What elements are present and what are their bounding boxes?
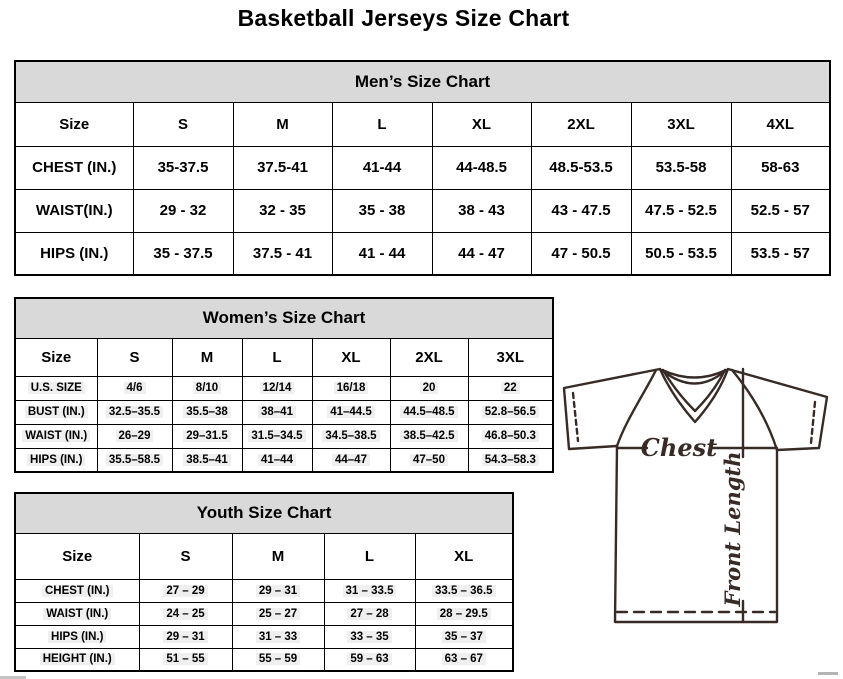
size-value-cell [232,602,324,625]
row-label [15,625,139,648]
size-value-cell-text: 46.8–50.3 [482,430,539,442]
size-value-cell: 58-63 [731,146,830,189]
row-label [15,424,97,448]
column-header: S [139,533,232,579]
size-value-cell [172,424,242,448]
size-value-cell-text: 4/6 [124,382,146,394]
table-title-row [15,493,513,533]
size-value-cell-text: 29 – 31 [256,585,300,597]
size-value-cell: 47.5 - 52.5 [631,189,731,232]
column-header: 3XL [631,102,731,146]
size-value-cell [390,376,468,400]
size-value-cell-text: 41–44.5 [327,406,375,418]
size-value-cell [312,400,390,424]
size-value-cell-text: 59 – 63 [347,653,391,665]
size-value-cell [242,448,312,472]
table-row [15,376,553,400]
size-value-cell [172,376,242,400]
size-value-cell: 48.5-53.5 [531,146,631,189]
table-row [15,625,513,648]
table-header-row [15,533,513,579]
size-value-cell [312,424,390,448]
row-label-text: HEIGHT (IN.) [40,653,115,665]
size-value-cell-text: 35.5–58.5 [106,454,163,466]
size-value-cell: 44-48.5 [432,146,531,189]
size-value-cell [390,424,468,448]
size-value-cell-text: 38.5–42.5 [400,430,457,442]
size-value-cell [415,648,513,671]
size-value-cell: 32 - 35 [233,189,332,232]
column-header: 2XL [531,102,631,146]
table-row [15,579,513,602]
right-cuff-dashed-line [811,402,815,443]
size-value-cell: 38 - 43 [432,189,531,232]
column-header: L [332,102,432,146]
size-value-cell [468,376,553,400]
table-header-row [15,338,553,376]
row-label-text: U.S. SIZE [28,382,85,394]
size-value-cell-text: 44–47 [332,454,370,466]
table-title: Youth Size Chart [15,493,513,533]
size-value-cell [97,424,172,448]
size-value-cell-text: 44.5–48.5 [400,406,457,418]
size-value-cell [324,602,415,625]
size-value-cell-text: 27 – 28 [347,608,391,620]
size-value-cell: 35-37.5 [133,146,233,189]
size-value-cell: 53.5-58 [631,146,731,189]
size-value-cell: 53.5 - 57 [731,232,830,275]
jersey-outline [564,369,827,622]
size-value-cell [312,376,390,400]
table-row [15,424,553,448]
table-header-row [15,102,830,146]
column-header: S [133,102,233,146]
size-value-cell: 37.5-41 [233,146,332,189]
size-value-cell: 44 - 47 [432,232,531,275]
column-header: 2XL [390,338,468,376]
mens-size-chart-table [14,60,831,276]
left-cuff-dashed-line [573,393,578,441]
size-value-cell [172,400,242,424]
womens-size-chart-table [14,297,554,473]
column-header: S [97,338,172,376]
size-value-cell-text: 24 – 25 [163,608,207,620]
row-label [15,602,139,625]
size-value-cell: 41-44 [332,146,432,189]
size-value-cell-text: 25 – 27 [256,608,300,620]
column-header: L [242,338,312,376]
row-label-text: WAIST (IN.) [43,608,111,620]
size-value-cell-text: 63 – 67 [442,653,486,665]
row-label-text: HIPS (IN.) [27,454,85,466]
column-header: M [233,102,332,146]
table-row [15,232,830,275]
size-value-cell [242,376,312,400]
row-label-text: HIPS (IN.) [48,631,106,643]
size-value-cell-text: 55 – 59 [256,653,300,665]
size-value-cell-text: 34.5–38.5 [322,430,379,442]
size-value-cell [97,448,172,472]
table-title: Men’s Size Chart [15,61,830,102]
size-value-cell-text: 33.5 – 36.5 [432,585,496,597]
size-value-cell [324,648,415,671]
column-header: M [172,338,242,376]
row-label [15,579,139,602]
table-row [15,189,830,232]
column-header: L [324,533,415,579]
size-value-cell [390,400,468,424]
size-value-cell: 29 - 32 [133,189,233,232]
size-value-cell [139,602,232,625]
size-value-cell [97,376,172,400]
size-value-cell-text: 12/14 [260,382,295,394]
size-value-cell [415,602,513,625]
row-label: WAIST(IN.) [15,189,133,232]
size-value-cell [97,400,172,424]
size-value-cell-text: 22 [501,382,520,394]
size-value-cell-text: 33 – 35 [347,631,391,643]
size-value-cell-text: 41–44 [258,454,296,466]
size-value-cell-text: 35 – 37 [442,631,486,643]
size-value-cell: 43 - 47.5 [531,189,631,232]
size-value-cell-text: 28 – 29.5 [437,608,491,620]
table-row [15,146,830,189]
size-value-cell: 50.5 - 53.5 [631,232,731,275]
size-value-cell [324,579,415,602]
size-value-cell [242,400,312,424]
size-value-cell-text: 32.5–35.5 [106,406,163,418]
size-value-cell [415,579,513,602]
size-value-cell [232,648,324,671]
table-row [15,602,513,625]
row-label-text: WAIST (IN.) [22,430,90,442]
column-header: XL [312,338,390,376]
size-value-cell-text: 16/18 [334,382,369,394]
size-value-cell-text: 51 – 55 [163,653,207,665]
size-value-cell-text: 52.8–56.5 [482,406,539,418]
size-value-cell-text: 27 – 29 [163,585,207,597]
table-title-row [15,298,553,338]
size-value-cell [468,400,553,424]
size-value-cell [139,579,232,602]
column-header: 4XL [731,102,830,146]
column-header: M [232,533,324,579]
row-label [15,648,139,671]
size-value-cell [468,448,553,472]
column-header: 3XL [468,338,553,376]
row-label-text: CHEST (IN.) [42,585,113,597]
size-value-cell-text: 47–50 [410,454,448,466]
chest-measure-label: Chest [640,433,718,462]
table-row [15,448,553,472]
size-value-cell [390,448,468,472]
jersey-diagram-svg [556,360,841,632]
size-value-cell-text: 31.5–34.5 [248,430,305,442]
size-column-header: Size [15,338,97,376]
size-value-cell: 47 - 50.5 [531,232,631,275]
row-label: CHEST (IN.) [15,146,133,189]
size-value-cell [468,424,553,448]
size-value-cell: 41 - 44 [332,232,432,275]
page-edge-artifact-right [818,672,838,675]
table-row [15,400,553,424]
page-title: Basketball Jerseys Size Chart [237,5,570,31]
row-label: HIPS (IN.) [15,232,133,275]
size-value-cell-text: 38.5–41 [183,454,231,466]
size-value-cell-text: 31 – 33.5 [343,585,397,597]
size-value-cell: 37.5 - 41 [233,232,332,275]
size-value-cell [172,448,242,472]
size-value-cell-text: 35.5–38 [183,406,231,418]
size-value-cell [232,625,324,648]
size-value-cell [415,625,513,648]
row-label [15,376,97,400]
table-row [15,648,513,671]
size-value-cell [139,625,232,648]
size-value-cell-text: 31 – 33 [256,631,300,643]
table-title: Women’s Size Chart [15,298,553,338]
jersey-measurement-diagram [556,360,841,632]
table-title-row [15,61,830,102]
front-length-measure-label: Front Length [720,451,745,607]
size-value-cell [232,579,324,602]
size-value-cell [324,625,415,648]
size-value-cell-text: 29 – 31 [163,631,207,643]
size-column-header: Size [15,533,139,579]
row-label-text: BUST (IN.) [25,406,88,418]
size-column-header: Size [15,102,133,146]
size-value-cell-text: 29–31.5 [183,430,231,442]
column-header: XL [432,102,531,146]
row-label [15,448,97,472]
size-value-cell-text: 26–29 [116,430,154,442]
youth-size-chart-table [14,492,514,672]
size-value-cell: 35 - 38 [332,189,432,232]
column-header: XL [415,533,513,579]
size-value-cell-text: 54.3–58.3 [482,454,539,466]
size-value-cell-text: 38–41 [258,406,296,418]
size-value-cell-text: 8/10 [193,382,221,394]
size-value-cell [242,424,312,448]
size-value-cell: 35 - 37.5 [133,232,233,275]
size-value-cell [139,648,232,671]
size-value-cell-text: 20 [420,382,439,394]
size-value-cell [312,448,390,472]
row-label [15,400,97,424]
size-value-cell: 52.5 - 57 [731,189,830,232]
